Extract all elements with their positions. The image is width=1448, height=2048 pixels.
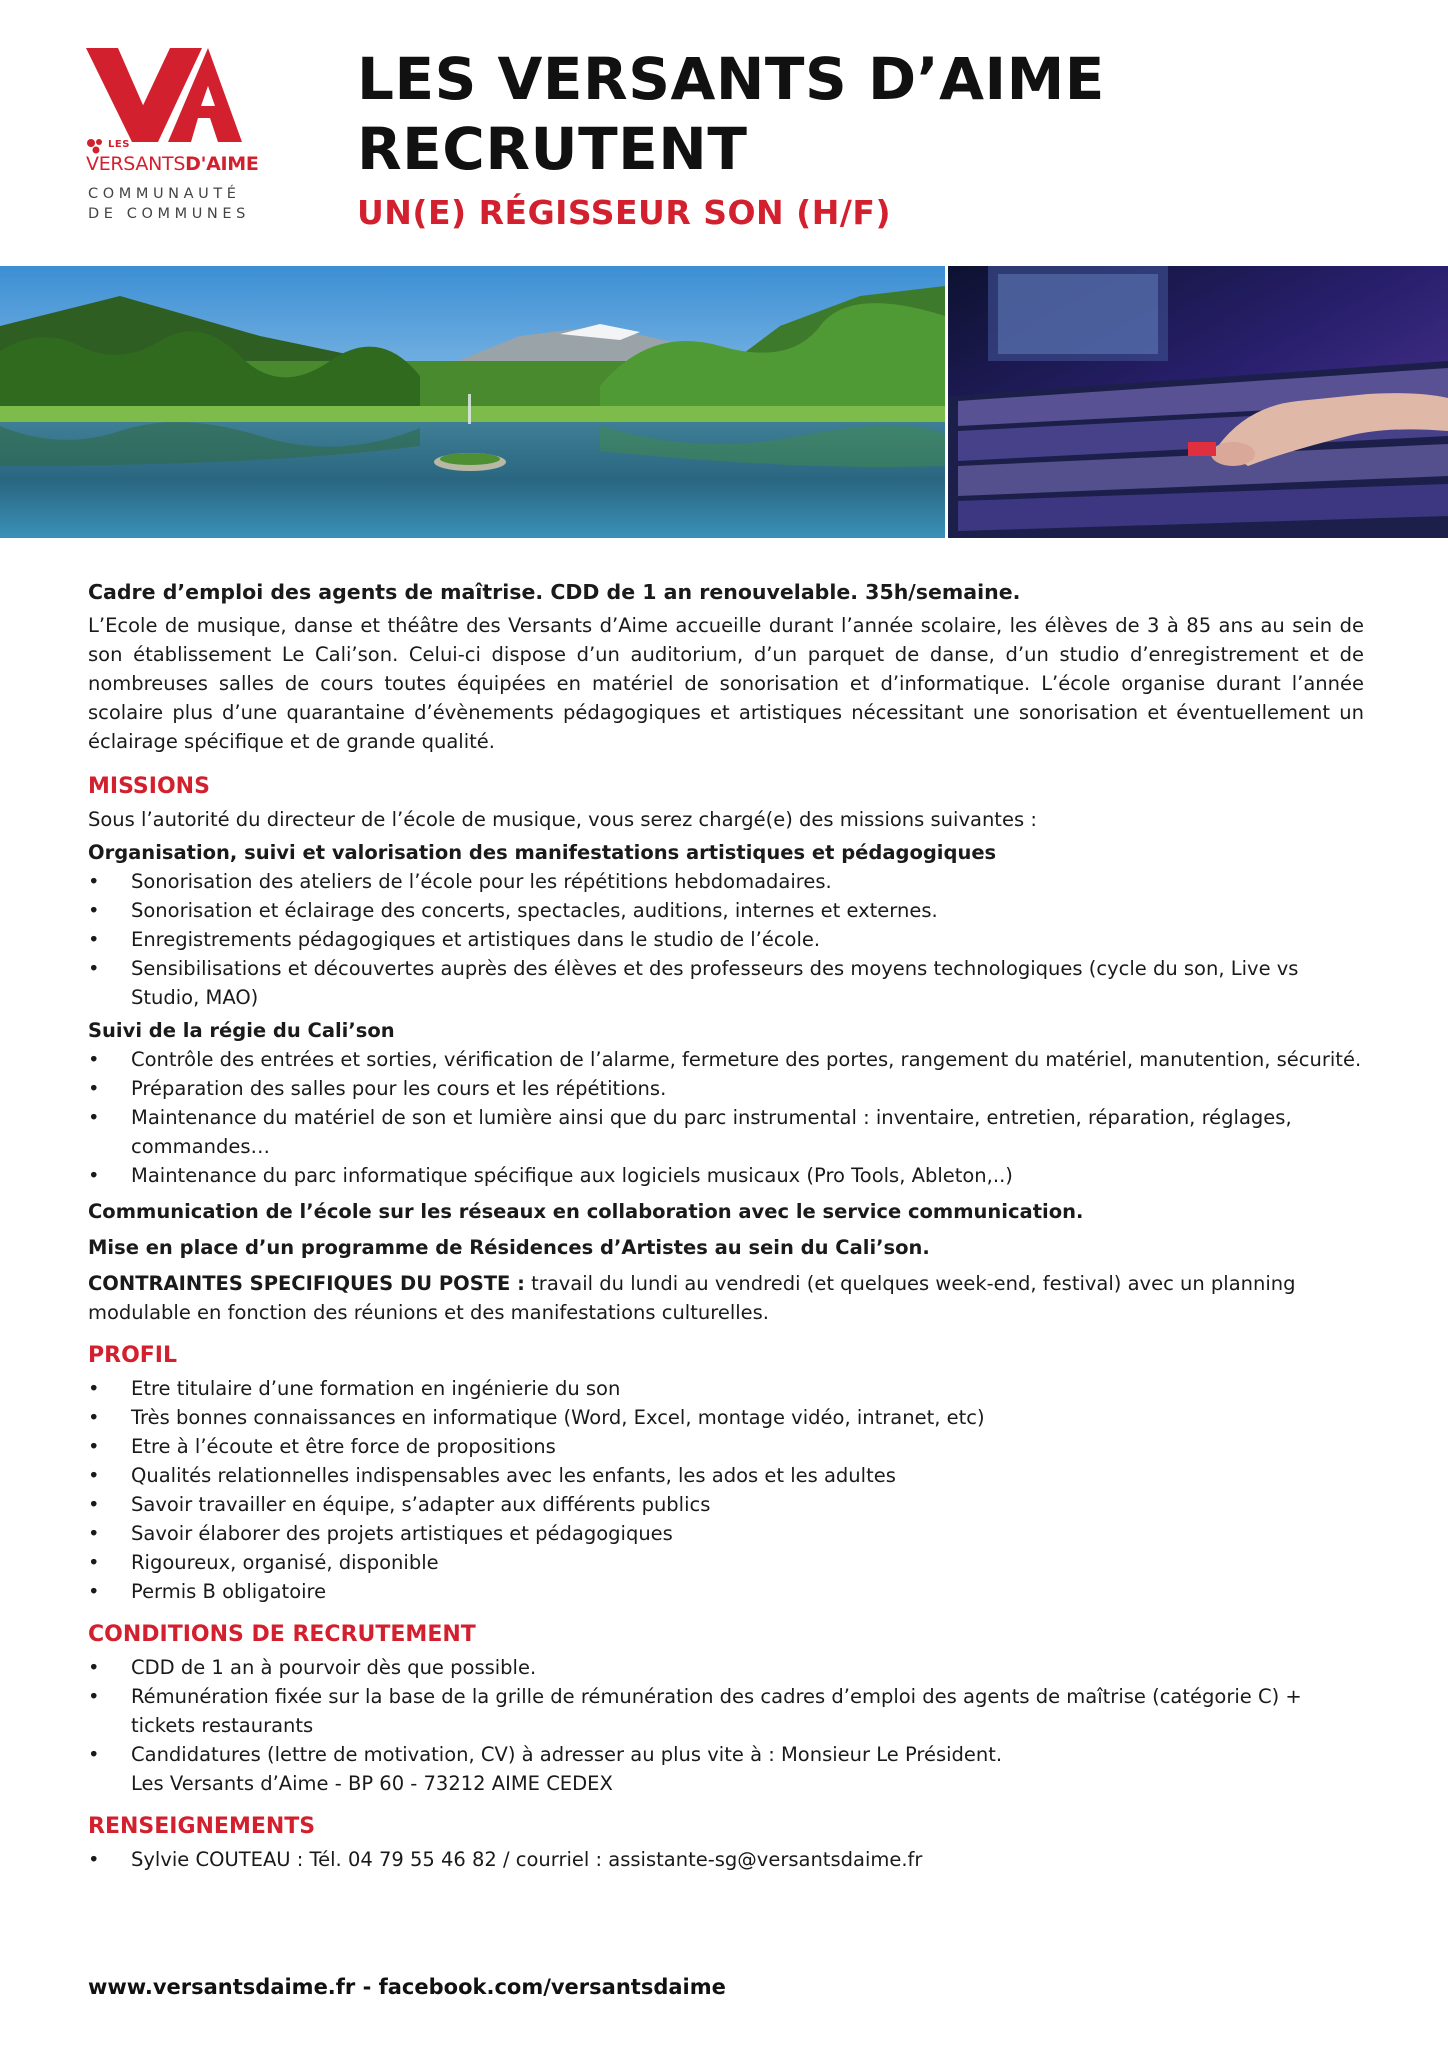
- list-item: • Rigoureux, organisé, disponible: [88, 1548, 1364, 1577]
- missions-group1-list: [88, 867, 1364, 1012]
- intro-text: L’Ecole de musique, danse et théâtre des Versants d’Aime accueille durant l’année scolaire, les élèves de 3 à 85 ans au sein de son établissement Le Cali’son. Celui-ci dispose d’un auditorium, d’un parquet de danse, d’un studio d’enregistrement et de nombreuses salles de cours toutes équipées en matériel de sonorisation et d’informatique. L’école organise durant l’année scolaire plus d’une quarantaine d’évènements pédagogiques et artistiques nécessitant une sonorisation et éventuellement un éclairage spécifique et de grande qualité.: [88, 614, 1364, 753]
- constraints-paragraph: [88, 1269, 1364, 1327]
- contact-item[interactable]: • Sylvie COUTEAU : Tél. 04 79 55 46 82 / courriel : assistante-sg@versantsdaime.fr: [88, 1845, 1364, 1874]
- list-item: • Enregistrements pédagogiques et artistiques dans le studio de l’école.: [88, 925, 1364, 954]
- list-item: • Savoir travailler en équipe, s’adapter aux différents publics: [88, 1490, 1364, 1519]
- constraints-label: CONTRAINTES SPECIFIQUES DU POSTE :: [88, 1272, 525, 1295]
- page-subtitle: UN(E) RÉGISSEUR SON (H/F): [357, 193, 892, 232]
- job-summary: Cadre d’emploi des agents de maîtrise. CDD de 1 an renouvelable. 35h/semaine.: [88, 580, 1021, 604]
- missions-group2-title: Suivi de la régie du Cali’son: [88, 1019, 395, 1042]
- postal-address: Les Versants d’Aime - BP 60 - 73212 AIME CEDEX: [131, 1772, 613, 1795]
- conditions-list: [88, 1653, 1364, 1769]
- logo-line-2: DE COMMUNES: [88, 206, 250, 222]
- list-item: • Très bonnes connaissances en informatique (Word, Excel, montage vidéo, intranet, etc): [88, 1403, 1364, 1432]
- conditions-heading: CONDITIONS DE RECRUTEMENT: [88, 1622, 476, 1647]
- list-item: • Sonorisation des ateliers de l’école pour les répétitions hebdomadaires.: [88, 867, 1364, 896]
- logo-name-part1: VERSANTS: [86, 153, 186, 175]
- list-item: • Qualités relationnelles indispensables avec les enfants, les ados et les adultes: [88, 1461, 1364, 1490]
- missions-group2-list: [88, 1045, 1364, 1190]
- footer-links[interactable]: www.versantsdaime.fr - facebook.com/versantsdaime: [88, 1975, 726, 1999]
- main-content: [88, 578, 1364, 1874]
- missions-communication: Communication de l’école sur les réseaux en collaboration avec le service communication.: [88, 1200, 1084, 1223]
- missions-intro: Sous l’autorité du directeur de l’école de musique, vous serez chargé(e) des missions suivantes :: [88, 808, 1037, 831]
- page-title-line-2: RECRUTENT: [357, 115, 748, 183]
- list-item: • Permis B obligatoire: [88, 1577, 1364, 1606]
- dots-icon: [86, 138, 106, 154]
- missions-heading: MISSIONS: [88, 774, 210, 799]
- mixer-photo: [948, 266, 1448, 538]
- va-logo-icon: [86, 48, 266, 143]
- list-item: • Candidatures (lettre de motivation, CV) à adresser au plus vite à : Monsieur Le Président.: [88, 1740, 1364, 1769]
- list-item: • Préparation des salles pour les cours et les répétitions.: [88, 1074, 1364, 1103]
- list-item: • Contrôle des entrées et sorties, vérification de l’alarme, fermeture des portes, rangement du matériel, manutention, sécurité.: [88, 1045, 1364, 1074]
- profil-heading: PROFIL: [88, 1343, 177, 1368]
- missions-group1-title: Organisation, suivi et valorisation des manifestations artistiques et pédagogiques: [88, 841, 997, 864]
- constraints-text: travail du lundi au vendredi (et quelques week-end, festival) avec un planning modulable en fonction des réunions et des manifestations culturelles.: [88, 1272, 1296, 1324]
- list-item: • Rémunération fixée sur la base de la grille de rémunération des cadres d’emploi des agents de maîtrise (catégorie C) + tickets restaurants: [88, 1682, 1364, 1740]
- page-title-line-1: LES VERSANTS D’AIME: [357, 45, 1105, 113]
- list-item: • Sonorisation et éclairage des concerts, spectacles, auditions, internes et externes.: [88, 896, 1364, 925]
- logo: [86, 48, 266, 230]
- list-item: • Savoir élaborer des projets artistiques et pédagogiques: [88, 1519, 1364, 1548]
- list-item: • Maintenance du parc informatique spécifique aux logiciels musicaux (Pro Tools, Ableton,..): [88, 1161, 1364, 1190]
- logo-line-1: COMMUNAUTÉ: [88, 186, 241, 202]
- renseignements-list: [88, 1845, 1364, 1874]
- profil-list: [88, 1374, 1364, 1606]
- renseignements-heading: RENSEIGNEMENTS: [88, 1814, 316, 1839]
- logo-les: LES: [108, 139, 130, 150]
- page-title: [357, 44, 1357, 184]
- list-item: • Sensibilisations et découvertes auprès des élèves et des professeurs des moyens technologiques (cycle du son, Live vs Studio, MAO): [88, 954, 1364, 1012]
- list-item: • Etre titulaire d’une formation en ingénierie du son: [88, 1374, 1364, 1403]
- list-item: • Maintenance du matériel de son et lumière ainsi que du parc instrumental : inventaire, entretien, réparation, réglages, commandes…: [88, 1103, 1364, 1161]
- list-item: • Etre à l’écoute et être force de propositions: [88, 1432, 1364, 1461]
- list-item: • CDD de 1 an à pourvoir dès que possible.: [88, 1653, 1364, 1682]
- logo-name: [86, 153, 259, 175]
- logo-name-part2: D'AIME: [185, 153, 259, 175]
- missions-residences: Mise en place d’un programme de Résidences d’Artistes au sein du Cali’son.: [88, 1236, 930, 1259]
- lake-photo: [0, 266, 945, 538]
